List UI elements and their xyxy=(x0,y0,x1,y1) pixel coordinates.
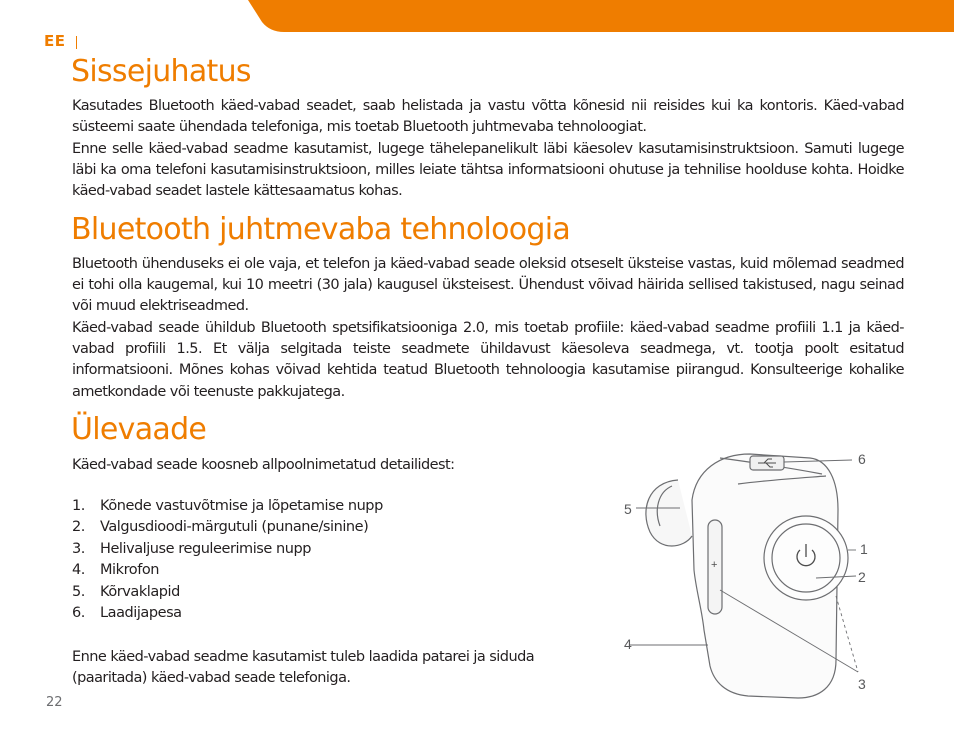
list-item-label: Kõrvaklapid xyxy=(100,583,180,600)
list-item-number: 2. xyxy=(72,519,85,536)
callout-2: 2 xyxy=(858,569,866,585)
callout-5: 5 xyxy=(624,501,632,517)
volume-plus-sign: + xyxy=(711,559,718,571)
section-title-introduction: Sissejuhatus xyxy=(71,54,251,89)
list-item-number: 6. xyxy=(72,605,85,622)
header-band xyxy=(0,0,954,32)
bluetooth-paragraph-2: Käed-vabad seade ühildub Bluetooth spetsifikatsiooniga 2.0, mis toetab profiile: käed-vabad seadme profiili 1.1 ja käed-vabad profiili 1.5. Et välja selgitada teiste seadmete ühildavust käesoleva seadmega, vt. tootja poolt esitatud informatsiooni. Mõnes kohas võivad kehtida teatud Bluetooth tehnoloogia kasutamise piirangud. Konsulteerige kohalike ametkondade või teenuste pakkujatega. xyxy=(72,320,904,400)
callout-4: 4 xyxy=(624,636,632,652)
list-item-label: Kõnede vastuvõtmise ja lõpetamise nupp xyxy=(100,498,383,514)
overview-outro: Enne käed-vabad seadme kasutamist tuleb laadida patarei ja siduda (paaritada) käed-vabad seade telefoniga. xyxy=(72,649,535,687)
bluetooth-paragraph-1: Bluetooth ühenduseks ei ole vaja, et telefon ja käed-vabad seade oleksid otseselt üksteise vastas, kuid mõlemad seadmed ei tohi olla kaugemal, kui 10 meetri (30 jala) kaugusel üksteisest. Ühendust võivad häirida sellised takistused, nagu seinad või muud elektriseadmed. xyxy=(72,256,904,315)
list-item-number: 1. xyxy=(72,498,85,514)
overview-intro: Käed-vabad seade koosneb allpoolnimetatud detailidest: xyxy=(72,457,455,473)
list-item xyxy=(72,496,383,517)
list-item-number: 5. xyxy=(72,583,85,600)
language-divider xyxy=(76,36,77,49)
callout-1: 1 xyxy=(860,541,868,557)
callout-6: 6 xyxy=(858,451,866,467)
intro-paragraph-1: Kasutades Bluetooth käed-vabad seadet, saab helistada ja vastu võtta kõnesid nii reisides kui ka kontoris. Käed-vabad süsteemi saate ühendada telefoniga, mis toetab Bluetooth juhtmevaba tehnoloogiat. xyxy=(72,98,904,136)
section-title-bluetooth: Bluetooth juhtmevaba tehnoloogia xyxy=(71,212,571,247)
list-item-number: 4. xyxy=(72,562,85,579)
list-item xyxy=(72,539,383,560)
power-button xyxy=(764,516,848,600)
list-item xyxy=(72,603,383,624)
list-item-label: Mikrofon xyxy=(100,562,160,579)
section-title-overview: Ülevaade xyxy=(71,412,207,447)
intro-paragraph-2: Enne selle käed-vabad seadme kasutamist, lugege tähelepanelikult läbi käesolev kasutamisinstruktsioon. Samuti lugege läbi ka oma telefoni kasutamisinstruktsioon, milles leiate tähtsa informatsiooni ohutuse ja tehnilise hoolduse kohta. Hoidke käed-vabad seadet lastele kättesaamatus kohas. xyxy=(72,141,904,200)
list-item-label: Valgusdioodi-märgutuli (punane/sinine) xyxy=(100,519,369,536)
list-item-number: 3. xyxy=(72,540,85,557)
page-number: 22 xyxy=(46,695,63,710)
earbud xyxy=(646,480,692,546)
parts-list xyxy=(72,496,383,624)
headset-figure xyxy=(600,440,954,700)
list-item xyxy=(72,582,383,603)
language-tag: EE xyxy=(44,32,66,50)
headset-illustration xyxy=(600,440,954,700)
list-item-label: Laadijapesa xyxy=(100,605,182,622)
list-item-label: Helivaljuse reguleerimise nupp xyxy=(100,540,312,557)
list-item xyxy=(72,560,383,581)
list-item xyxy=(72,517,383,538)
callout-3: 3 xyxy=(858,676,866,692)
